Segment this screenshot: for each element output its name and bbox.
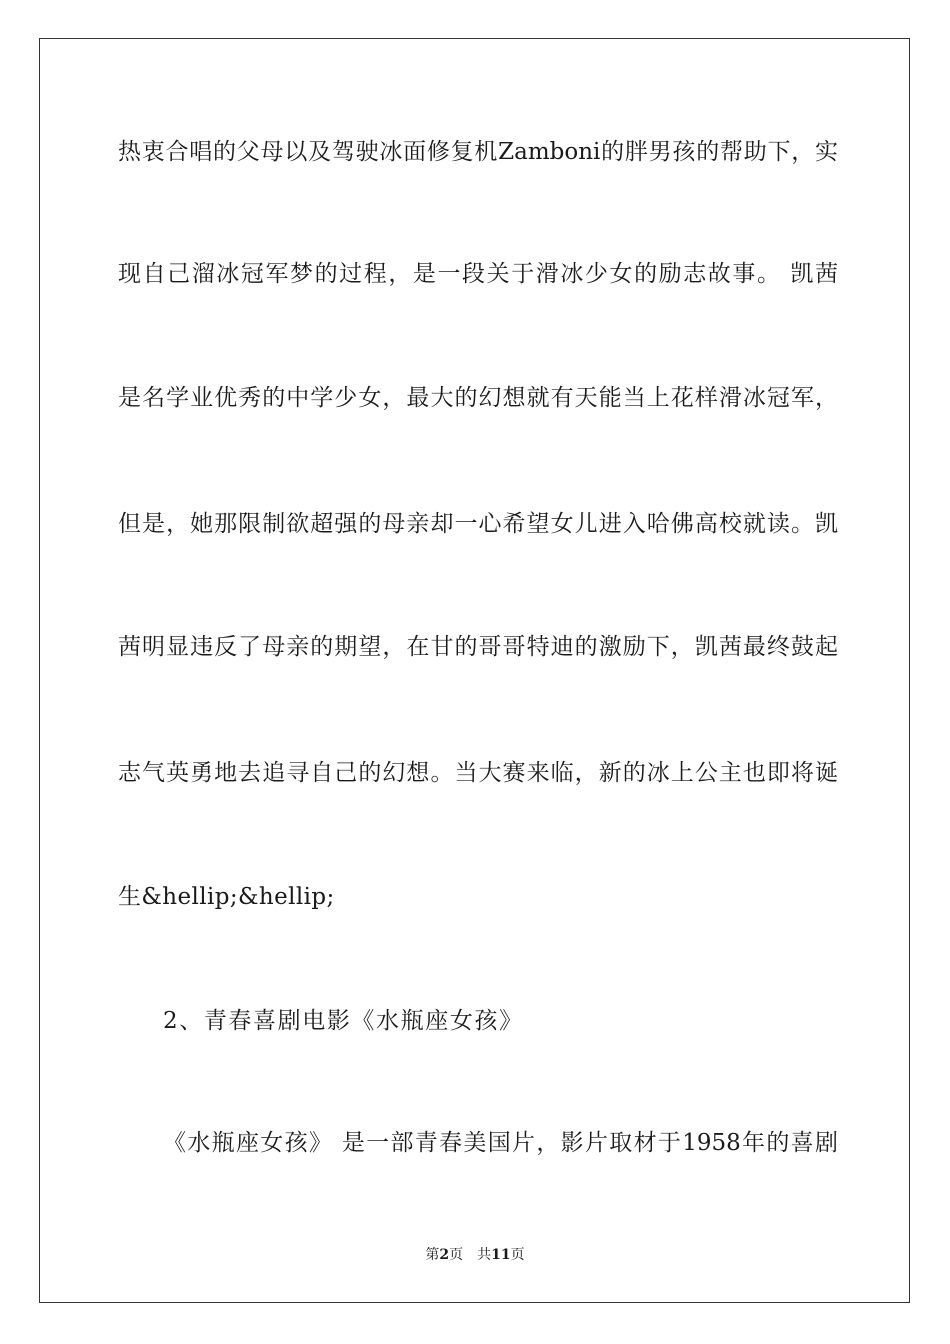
text-line-1: 热衷合唱的父母以及驾驶冰面修复机Zamboni的胖男孩的帮助下，实 — [118, 139, 838, 165]
page-footer — [0, 1246, 950, 1264]
text-line-6: 志气英勇地去追寻自己的幻想。当大赛来临，新的冰上公主也即将诞 — [118, 760, 838, 786]
total-unit: 页 — [510, 1247, 525, 1263]
section-heading: 2、青春喜剧电影《水瓶座女孩》 — [163, 1008, 524, 1034]
total-prefix: 共 — [477, 1247, 492, 1263]
page-prefix: 第 — [425, 1247, 440, 1263]
text-line-7: 生&hellip;&hellip; — [118, 884, 335, 910]
page-unit: 页 — [449, 1247, 464, 1263]
text-line-9: 《水瓶座女孩》 是一部青春美国片，影片取材于1958年的喜剧 — [163, 1130, 838, 1156]
page-current: 2 — [439, 1247, 450, 1263]
page-border — [39, 38, 910, 1303]
text-line-5: 茜明显违反了母亲的期望，在甘的哥哥特迪的激励下，凯茜最终鼓起 — [118, 634, 838, 660]
text-line-3: 是名学业优秀的中学少女，最大的幻想就有天能当上花样滑冰冠军， — [118, 385, 838, 411]
page-total: 11 — [491, 1247, 511, 1263]
text-line-2: 现自己溜冰冠军梦的过程，是一段关于滑冰少女的励志故事。 凯茜 — [118, 261, 838, 287]
text-line-4: 但是，她那限制欲超强的母亲却一心希望女儿进入哈佛高校就读。凯 — [118, 511, 838, 537]
